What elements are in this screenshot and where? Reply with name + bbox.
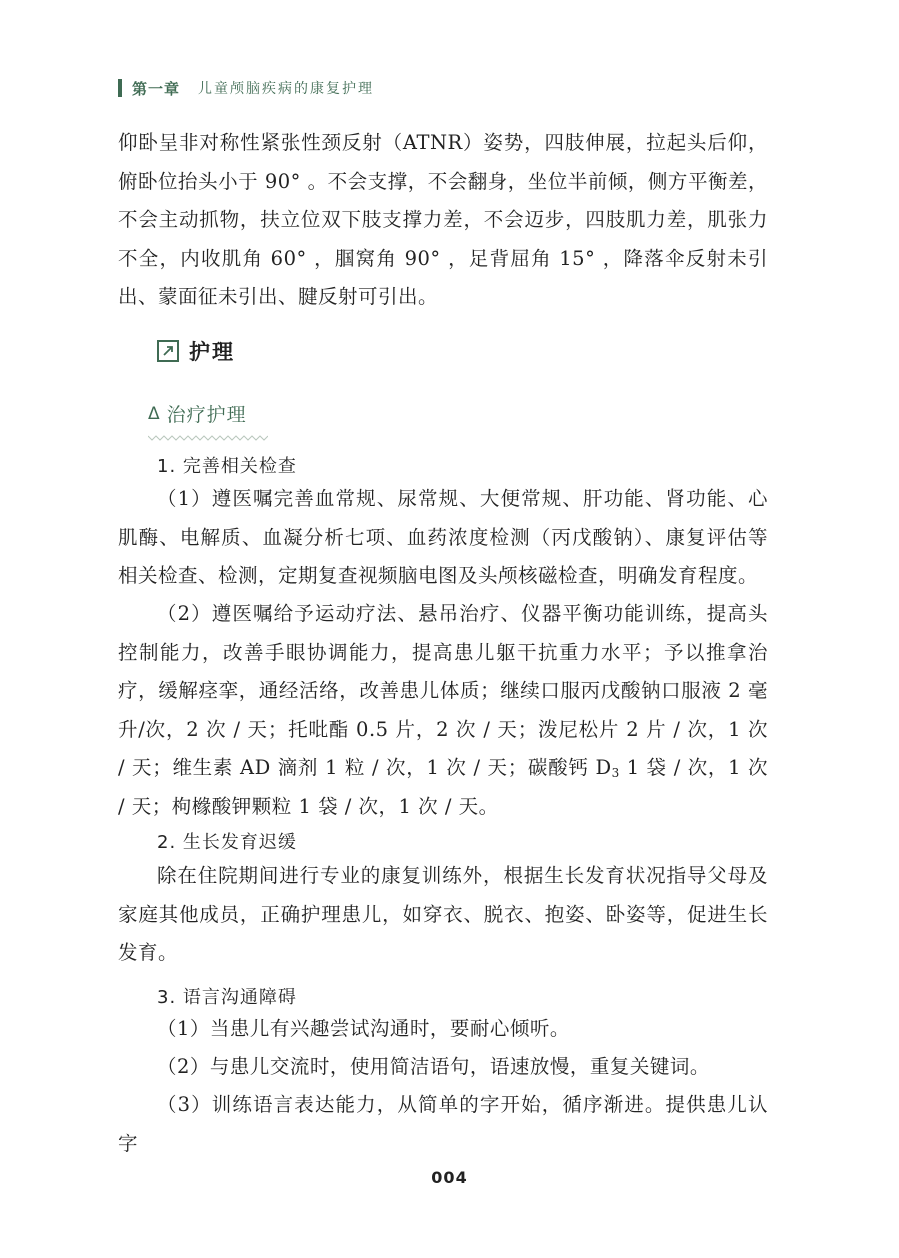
item-3-heading: 3. 语言沟通障碍 bbox=[157, 987, 297, 1008]
item-1-paragraph-2-subscript: 3 bbox=[611, 766, 620, 780]
item-3-paragraph-1: （1）当患儿有兴趣尝试沟通时，要耐心倾听。 bbox=[157, 1017, 570, 1040]
subsection-heading bbox=[148, 400, 268, 446]
item-1-paragraph-2-tail: 1 袋 / 次，1 次 / 天；枸橼酸钾颗粒 1 袋 / 次，1 次 / 天。 bbox=[118, 756, 768, 818]
item-2-paragraph: 除在住院期间进行专业的康复训练外，根据生长发育状况指导父母及家庭其他成员，正确护理患儿，如穿衣、脱衣、抱姿、卧姿等，促进生长发育。 bbox=[118, 864, 768, 964]
item-1-paragraph-2-text: （2）遵医嘱给予运动疗法、悬吊治疗、仪器平衡功能训练，提高头控制能力，改善手眼协调能力，提高患儿躯干抗重力水平；予以推拿治疗，缓解痉挛，通经活络，改善患儿体质；继续口服丙戊酸钠口服液 2 毫升/次，2 次 / 天；托吡酯 0.5 片，2 次 / 天；泼尼松片 2 片 / 次，1 次 / 天；维生素 AD 滴剂 1 粒 / 次，1 次 / 天；碳酸钙 D bbox=[118, 602, 768, 779]
header-chapter: 第一章 bbox=[132, 79, 181, 98]
subsection-title: 治疗护理 bbox=[166, 404, 247, 426]
section-heading bbox=[157, 336, 235, 366]
item-2-heading: 2. 生长发育迟缓 bbox=[157, 832, 297, 853]
item-1-heading: 1. 完善相关检查 bbox=[157, 456, 297, 477]
intro-paragraph: 仰卧呈非对称性紧张性颈反射（ATNR）姿势，四肢伸展，拉起头后仰，俯卧位抬头小于 90° 。不会支撑，不会翻身，坐位半前倾，侧方平衡差，不会主动抓物，扶立位双下肢支撑力差，不会迈步，四肢肌力差，肌张力不全，内收肌角 60° ，腘窝角 90° ，足背屈角 15° ，降落伞反射未引出、蒙面征未引出、腱反射可引出。 bbox=[118, 131, 768, 308]
header-accent-bar bbox=[118, 79, 122, 97]
section-title: 护理 bbox=[189, 340, 235, 364]
page-number: 004 bbox=[431, 1168, 468, 1187]
delta-icon: Δ bbox=[148, 403, 161, 424]
item-3-paragraph-3: （3）训练语言表达能力，从简单的字开始，循序渐进。提供患儿认字 bbox=[118, 1093, 768, 1155]
header-title: 儿童颅脑疾病的康复护理 bbox=[198, 81, 375, 97]
wavy-underline bbox=[148, 434, 268, 442]
running-header bbox=[118, 78, 374, 98]
arrow-up-right-icon bbox=[157, 340, 179, 362]
item-3-paragraph-2: （2）与患儿交流时，使用简洁语句，语速放慢，重复关键词。 bbox=[157, 1055, 710, 1078]
item-1-paragraph-1: （1）遵医嘱完善血常规、尿常规、大便常规、肝功能、肾功能、心肌酶、电解质、血凝分析七项、血药浓度检测（丙戊酸钠）、康复评估等相关检查、检测，定期复查视频脑电图及头颅核磁检查，明确发育程度。 bbox=[118, 487, 768, 587]
item-1-paragraph-2 bbox=[118, 595, 768, 826]
